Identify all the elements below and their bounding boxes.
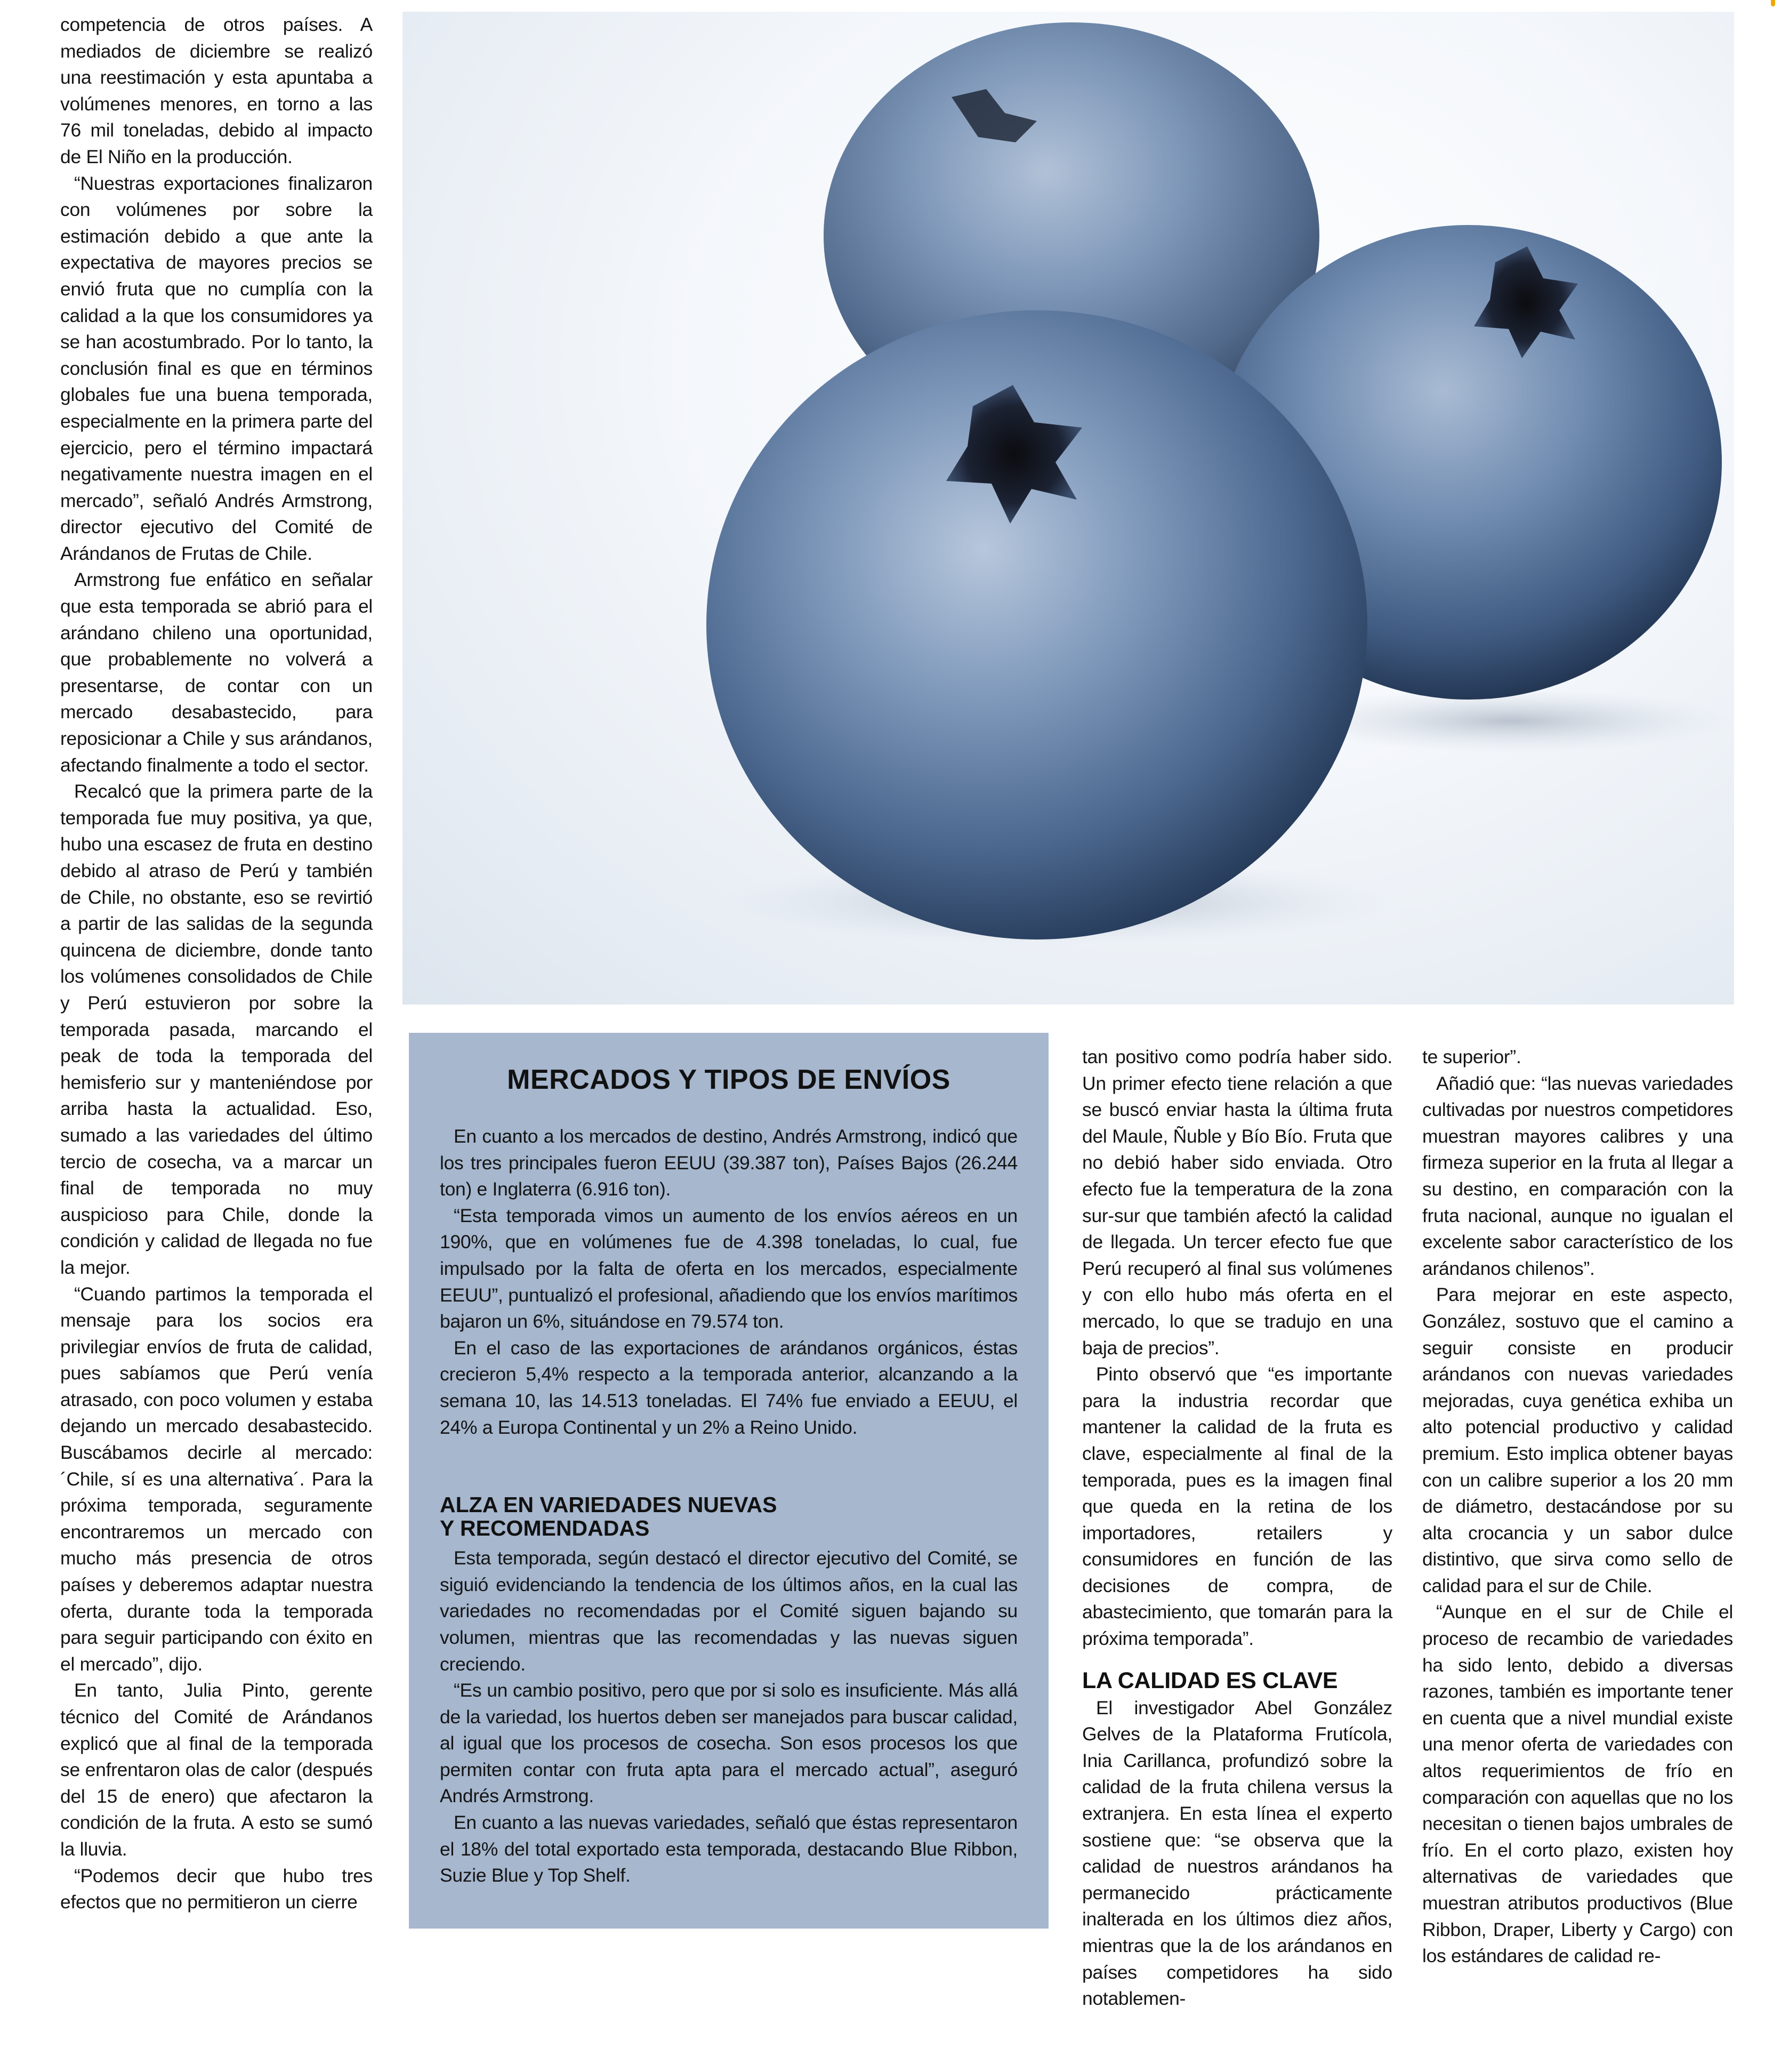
paragraph: tan positivo como podría haber sido. Un primer efecto tiene relación a que se buscó enviar hasta la última fruta del Maule, Ñuble y Bío Bío. Fruta que no debió haber sido enviada. Otro efecto fue la temperatura de la zona sur-sur que también afectó la calidad de llegada. Un tercer efecto fue que Perú recuperó al final sus volúmenes y con ello hubo más oferta en el mercado, lo que se tradujo en una baja de precios”. <box>1082 1046 1392 1359</box>
section-heading: LA CALIDAD ES CLAVE <box>1082 1667 1338 1693</box>
paragraph: “Nuestras exportaciones finalizaron con volúmenes por sobre la estimación debido a que ante la expectativa de mayores precios se envió fruta que no cumplía con la calidad a la que los consumidores ya se han acostumbrado. Por lo tanto, la conclusión final es que en términos globales fue una buena temporada, especialmente en la primera parte del ejercicio, pero el término impactará negativamente nuestra imagen en el mercado”, señaló Andrés Armstrong, director ejecutivo del Comité de Arándanos de Frutas de Chile. <box>60 172 373 564</box>
paragraph: El investigador Abel González Gelves de la Plataforma Frutícola, Inia Carillanca, profundizó sobre la calidad de la fruta chilena versus la extranjera. En esta línea el experto sostiene que: “se observa que la calidad de nuestros arándanos ha permanecido prácticamente inalterada en los últimos diez años, mientras que la de los arándanos en países competidores ha sido notablemen- <box>1082 1697 1392 2010</box>
sidebar-subheading-line: Y RECOMENDADAS <box>440 1516 650 1541</box>
paragraph: “Es un cambio positivo, pero que por si solo es insuficiente. Más allá de la variedad, los huertos deben ser manejados para buscar calidad, al igual que los procesos de cosecha. Son esos procesos los que permiten contar con fruta apta para el mercado actual”, aseguró Andrés Armstrong. <box>440 1680 1018 1807</box>
paragraph: Pinto observó que “es importante para la industria recordar que mantener la calidad de la fruta es clave, especialmente al final de la temporada, pues es la imagen final que queda en la retina de los importadores, retailers y consumidores en función de las decisiones de compra, de abastecimiento, que tomarán para la próxima temporada”. <box>1082 1363 1392 1650</box>
paragraph: “Aunque en el sur de Chile el proceso de recambio de variedades ha sido lento, debido a diversas razones, también es importante tener en cuenta que a nivel mundial existe una menor oferta de variedades con altos requerimientos de frío en comparación con aquellas que no los necesitan o tienen bajos umbrales de frío. En el corto plazo, existen hoy alternativas de variedades que muestran atributos productivos (Blue Ribbon, Draper, Liberty y Cargo) con los estándares de calidad re- <box>1422 1601 1733 1967</box>
paragraph: “Esta temporada vimos un aumento de los envíos aéreos en un 190%, que en volúmenes fue de 4.398 toneladas, lo cual, fue impulsado por la falta de oferta en los mercados, especialmente EEUU”, puntualizó el profesional, añadiendo que los envíos marítimos bajaron un 6%, situándose en 79.574 ton. <box>440 1204 1018 1332</box>
sidebar-body <box>440 1123 1018 1441</box>
paragraph: Para mejorar en este aspecto, González, sostuvo que el camino a seguir consiste en producir arándanos con nuevas variedades mejoradas, cuya genética exhiba un alto potencial productivo y calidad premium. Esto implica obtener bayas con un calibre superior a los 20 mm de diámetro, destacándose por su alta crocancia y un sabor dulce distintivo, que sirva como sello de calidad para el sur de Chile. <box>1422 1284 1733 1596</box>
paragraph: En el caso de las exportaciones de arándanos orgánicos, éstas crecieron 5,4% respecto a la temporada anterior, alcanzando a la semana 10, las 14.513 toneladas. El 74% fue enviado a EEUU, el 24% a Europa Continental y un 2% a Reino Unido. <box>440 1337 1018 1438</box>
article-column-3 <box>1082 1044 1392 2012</box>
markets-sidebar <box>409 1033 1049 1929</box>
sidebar-subheading <box>440 1493 1018 1540</box>
paragraph: En cuanto a los mercados de destino, Andrés Armstrong, indicó que los tres principales fueron EEUU (39.387 ton), Países Bajos (26.244 ton) e Inglaterra (6.916 ton). <box>440 1126 1018 1200</box>
sidebar-subheading-line: ALZA EN VARIEDADES NUEVAS <box>440 1492 777 1517</box>
page-corner-mark <box>1771 0 1775 6</box>
article-column-1 <box>60 12 373 1916</box>
paragraph: Armstrong fue enfático en señalar que esta temporada se abrió para el arándano chileno una oportunidad, que probablemente no volverá a presentarse, de contar con un mercado desabastecido, para reposicionar a Chile y sus arándanos, afectando finalmente a todo el sector. <box>60 569 373 776</box>
paragraph: “Cuando partimos la temporada el mensaje para los socios era privilegiar envíos de fruta de calidad, pues sabíamos que Perú venía atrasado, con poco volumen y estaba dejando un mercado desabastecido. Buscábamos decirle al mercado: ´Chile, sí es una alternativa´. Para la próxima temporada, seguramente encontraremos un mercado con mucho más presencia de otros países y deberemos adaptar nuestra oferta, durante toda la temporada para seguir participando con éxito en el mercado”, dijo. <box>60 1283 373 1675</box>
paragraph: En cuanto a las nuevas variedades, señaló que éstas representaron el 18% del total exportado esta temporada, destacando Blue Ribbon, Suzie Blue y Top Shelf. <box>440 1812 1018 1886</box>
paragraph: “Podemos decir que hubo tres efectos que no permitieron un cierre <box>60 1865 373 1913</box>
sidebar-title: MERCADOS Y TIPOS DE ENVÍOS <box>507 1064 950 1095</box>
paragraph: te superior”. <box>1422 1046 1521 1067</box>
paragraph: Esta temporada, según destacó el director ejecutivo del Comité, se siguió evidenciando la tendencia de los últimos años, en la cual las variedades no recomendadas por el Comité siguen bajando su volumen, mientras que las recomendadas y las nuevas siguen creciendo. <box>440 1547 1018 1675</box>
paragraph: competencia de otros países. A mediados de diciembre se realizó una reestimación y esta apuntaba a volúmenes menores, en torno a las 76 mil toneladas, debido al impacto de El Niño en la producción. <box>60 14 373 167</box>
paragraph: En tanto, Julia Pinto, gerente técnico del Comité de Arándanos explicó que al final de la temporada se enfrentaron olas de calor (después del 15 de enero) que afectaron la condición de la fruta. A esto se sumó la lluvia. <box>60 1680 373 1860</box>
sidebar-body-2 <box>440 1545 1018 1889</box>
paragraph: Añadió que: “las nuevas variedades cultivadas por nuestros competidores muestran mayores calibres y una firmeza superior en la fruta al llegar a su destino, en comparación con la fruta nacional, aunque no igualan el excelente sabor característico de los arándanos chilenos”. <box>1422 1072 1733 1279</box>
blueberries-photo <box>402 12 1734 1005</box>
article-column-4 <box>1422 1044 1733 1970</box>
paragraph: Recalcó que la primera parte de la temporada fue muy positiva, ya que, hubo una escasez de fruta en destino debido al atraso de Perú y también de Chile, no obstante, eso se revirtió a partir de las salidas de la segunda quincena de diciembre, donde tanto los volúmenes consolidados de Chile y Perú estuvieron por sobre la temporada pasada, marcando el peak de toda la temporada del hemisferio sur y manteniéndose por arriba hasta la actualidad. Eso, sumado a las variedades del último tercio de cosecha, va a marcar un final de temporada no muy auspicioso para Chile, donde la condición y calidad de llegada no fue la mejor. <box>60 781 373 1278</box>
